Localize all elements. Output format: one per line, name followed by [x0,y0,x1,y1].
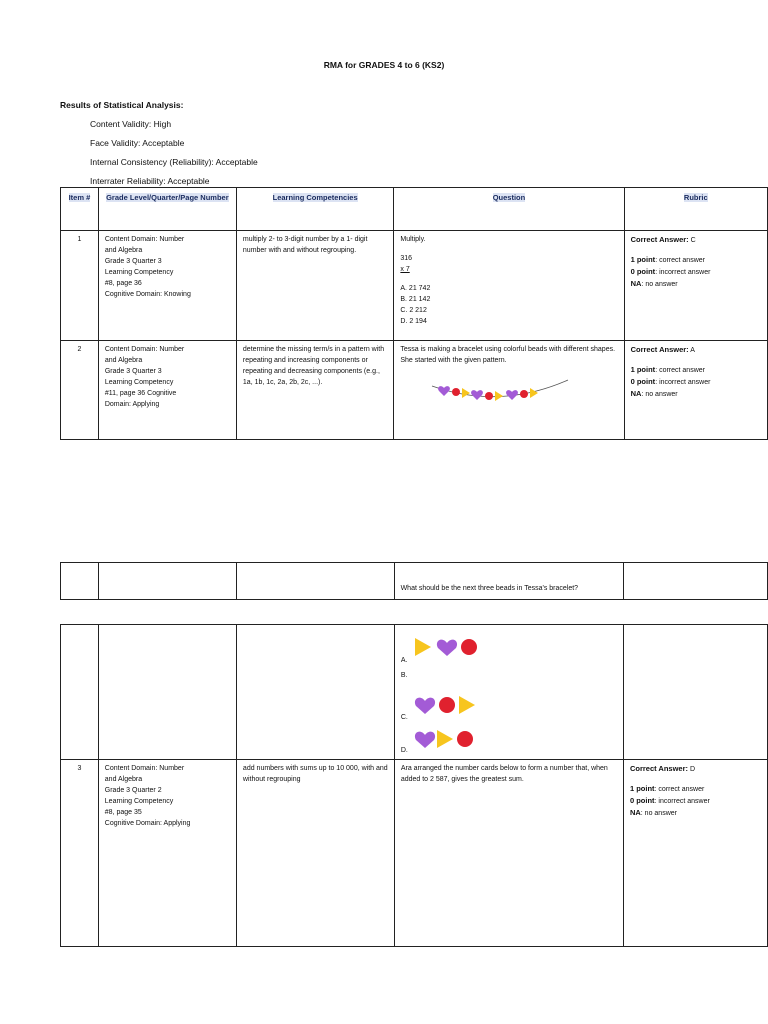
heart-bead-icon [415,732,435,748]
items-table [60,187,768,440]
header-rubric: Rubric [624,188,767,231]
triangle-bead-icon [530,388,538,398]
stat-content-validity: Content Validity: High [90,119,172,129]
header-question: Question [394,188,624,231]
items-table-continued [60,624,768,947]
choice-d-beads [413,728,493,750]
table-row [61,231,768,341]
heart-bead-icon [506,390,518,400]
heart-bead-icon [437,640,457,656]
circle-bead-icon [457,731,473,747]
question-cell: Multiply. 316 x 7 A. 21 742 B. 21 142 C. 2 212 D. 2 194 [394,231,624,341]
item-number: 1 [61,231,99,341]
rubric-cell: Correct Answer: D 1 point: correct answer 0 point: incorrect answer NA: no answer [623,760,767,947]
bracelet-pattern-image [430,374,570,404]
table-row [61,760,768,947]
circle-bead-icon [452,388,460,396]
competency-cell: determine the missing term/s in a pattern with repeating and increasing components or repeating and decreasing components (e.g., 1a, 1b, 1c, 2a, 2b, 2c, ...). [236,341,393,440]
choice-a-beads [413,636,493,658]
grade-cell: Content Domain: Number and Algebra Grade 3 Quarter 2 Learning Competency #8, page 35 Cognitive Domain: Applying [98,760,236,947]
competency-cell: add numbers with sums up to 10 000, with and without regrouping [236,760,394,947]
choice-c-beads [413,694,493,716]
triangle-bead-icon [462,388,470,398]
heart-bead-icon [438,386,450,396]
stat-internal-consistency: Internal Consistency (Reliability): Acceptable [90,157,258,167]
triangle-bead-icon [437,730,453,748]
triangle-bead-icon [495,391,503,401]
stats-heading: Results of Statistical Analysis: [60,100,184,110]
stat-interrater-reliability: Interrater Reliability: Acceptable [90,176,210,186]
table-row [61,625,768,760]
continued-table [60,562,768,600]
rubric-cell: Correct Answer: C 1 point: correct answer 0 point: incorrect answer NA: no answer [624,231,767,341]
question-cell: Ara arranged the number cards below to form a number that, when added to 2 587, gives the greatest sum. [394,760,623,947]
circle-bead-icon [461,639,477,655]
circle-bead-icon [439,697,455,713]
continued-question: What should be the next three beads in Tessa's bracelet? [394,563,623,600]
rubric-cell: Correct Answer: A 1 point: correct answer 0 point: incorrect answer NA: no answer [624,341,767,440]
answer-choices-cell: A. B. C. D. [394,625,623,760]
item-number: 2 [61,341,99,440]
heart-bead-icon [471,390,483,400]
triangle-bead-icon [459,696,475,714]
grade-cell: Content Domain: Number and Algebra Grade 3 Quarter 3 Learning Competency #11, page 36 Cognitive Domain: Applying [98,341,236,440]
question-cell: Tessa is making a bracelet using colorful beads with different shapes. She started with the given pattern. [394,341,624,440]
table-row [61,563,768,600]
page-title: RMA for GRADES 4 to 6 (KS2) [323,60,445,70]
circle-bead-icon [520,390,528,398]
header-competencies: Learning Competencies [236,188,393,231]
competency-cell: multiply 2- to 3-digit number by a 1- digit number with and without regrouping. [236,231,393,341]
stat-face-validity: Face Validity: Acceptable [90,138,185,148]
circle-bead-icon [485,392,493,400]
header-item: Item # [61,188,99,231]
header-grade: Grade Level/Quarter/Page Number [98,188,236,231]
heart-bead-icon [415,698,435,714]
grade-cell: Content Domain: Number and Algebra Grade 3 Quarter 3 Learning Competency #8, page 36 Cognitive Domain: Knowing [98,231,236,341]
table-row [61,341,768,440]
item-number: 3 [61,760,99,947]
triangle-bead-icon [415,638,431,656]
